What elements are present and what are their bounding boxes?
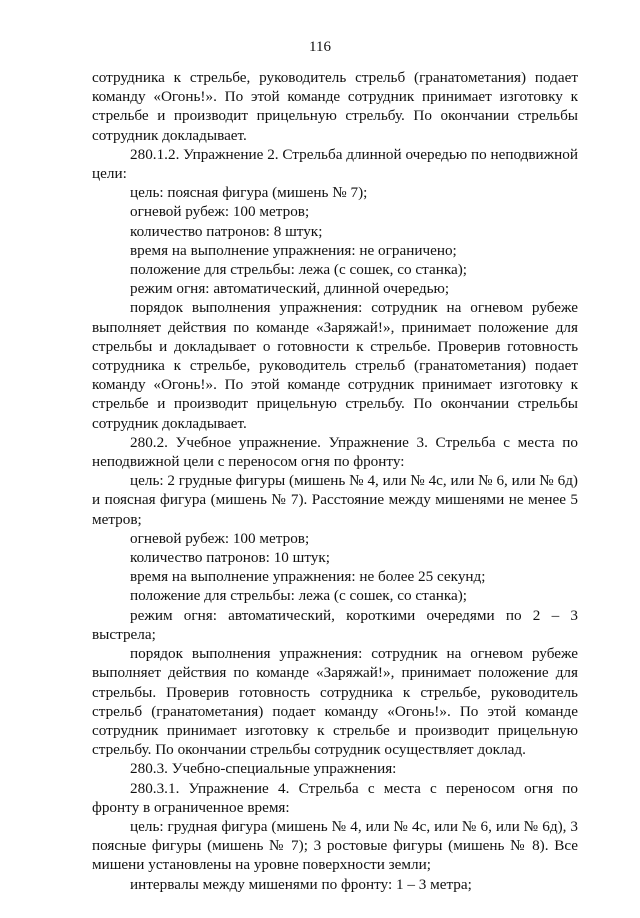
paragraph: 280.3.1. Упражнение 4. Стрельба с места с переносом огня по фронту в ограниченное время: [92, 779, 578, 816]
paragraph: порядок выполнения упражнения: сотрудник на огневом рубеже выполняет действия по команде «Заряжай!», принимает положение для стрельбы. Проверив готовность сотрудника к стрельбе, руководитель стрельб (гранатометания) подает команду «Огонь!». По этой команде сотрудник принимает изготовку к стрельбе и производит прицельную стрельбу. По окончании стрельбы сотрудник осуществляет доклад. [92, 645, 578, 759]
paragraph: порядок выполнения упражнения: сотрудник на огневом рубеже выполняет действия по команде «Заряжай!», принимает положение для стрельбы и докладывает о готовности к стрельбе. Проверив готовность сотрудника к стрельбе, руководитель стрельб (гранатометания) подает команду «Огонь!». По этой команде сотрудник принимает изготовку к стрельбе и производит прицельную стрельбу. По окончании стрельбы сотрудник докладывает. [92, 299, 578, 432]
page-number: 116 [309, 39, 331, 55]
paragraph: 280.3. Учебно-специальные упражнения: [130, 760, 397, 778]
list-item: время на выполнение упражнения: не ограничено; [130, 241, 457, 259]
list-item: цель: поясная фигура (мишень № 7); [130, 184, 368, 202]
paragraph: сотрудника к стрельбе, руководитель стрельб (гранатометания) подает команду «Огонь!». По этой команде сотрудник принимает изготовку к стрельбе и производит прицельную стрельбу. По окончании стрельбы сотрудник докладывает. [92, 69, 578, 144]
paragraph: 280.2. Учебное упражнение. Упражнение 3. Стрельба с места по неподвижной цели с переносом огня по фронту: [92, 433, 578, 471]
list-item: положение для стрельбы: лежа (с сошек, со станка); [130, 261, 468, 279]
list-item: количество патронов: 8 штук; [130, 222, 323, 240]
list-item: режим огня: автоматический, короткими очередями по 2 – 3 выстрела; [92, 606, 578, 643]
paragraph: 280.1.2. Упражнение 2. Стрельба длинной очередью по неподвижной цели: [92, 145, 578, 183]
document-body [92, 68, 578, 894]
list-item: количество патронов: 10 штук; [130, 549, 331, 567]
list-item: цель: 2 грудные фигуры (мишень № 4, или № 4с, или № 6, или № 6д) и поясная фигура (мишень № 7). Расстояние между мишенями не менее 5 метров; [92, 472, 578, 528]
list-item: время на выполнение упражнения: не более 25 секунд; [130, 568, 486, 586]
list-item: цель: грудная фигура (мишень № 4, или № 4с, или № 6, или № 6д), 3 поясные фигуры (мишень № 7); 3 ростовые фигуры (мишень № 8). Все мишени установлены на уровне поверхности земли; [92, 817, 578, 874]
list-item: огневой рубеж: 100 метров; [130, 529, 310, 547]
list-item: режим огня: автоматический, длинной очередью; [130, 280, 450, 298]
list-item: огневой рубеж: 100 метров; [130, 203, 310, 221]
list-item: положение для стрельбы: лежа (с сошек, со станка); [130, 587, 468, 605]
list-item: интервалы между мишенями по фронту: 1 – 3 метра; [130, 875, 472, 893]
